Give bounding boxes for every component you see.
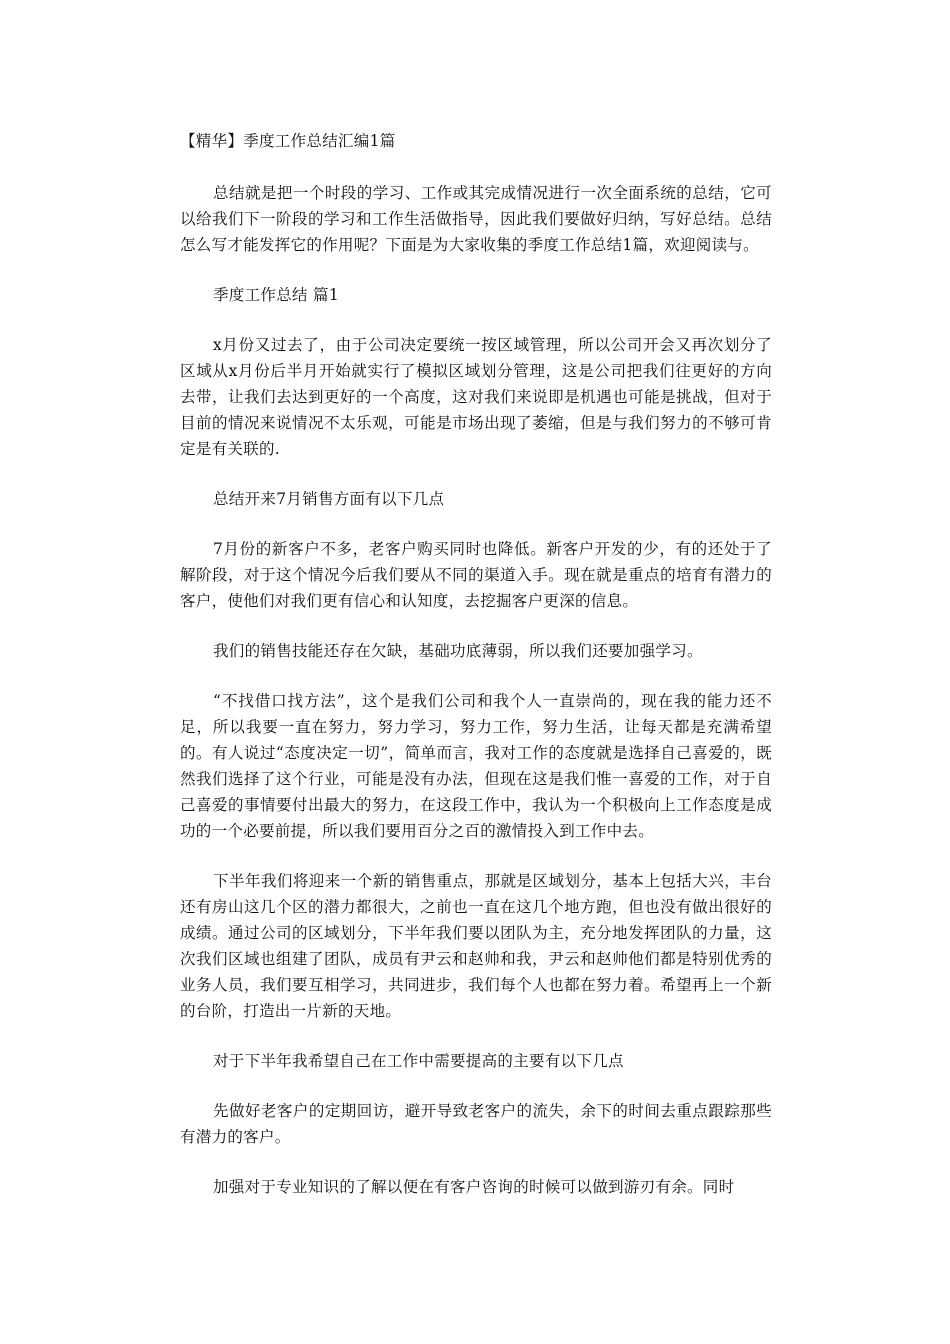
paragraph-5: 下半年我们将迎来一个新的销售重点，那就是区域划分，基本上包括大兴，丰台还有房山这几个区的潜力都很大，之前也一直在这几个地方跑，但也没有做出很好的成绩。通过公司的区域划分，下半年我们要以团队为主，充分地发挥团队的力量，这次我们区域也组建了团队，成员有尹云和赵帅和我，尹云和赵帅他们都是特别优秀的业务人员，我们要互相学习，共同进步，我们每个人也都在努力着。希望再上一个新的台阶，打造出一片新的天地。: [180, 872, 772, 1020]
paragraph-4: “不找借口找方法”，这个是我们公司和我个人一直崇尚的，现在我的能力还不足，所以我要一直在努力，努力学习，努力工作，努力生活，让每天都是充满希望的。有人说过“态度决定一切”，简单而言，我对工作的态度就是选择自己喜爱的，既然我们选择了这个行业，可能是没有办法，但现在这是我们惟一喜爱的工作，对于自己喜爱的事情要付出最大的努力，在这段工作中，我认为一个积极向上工作态度是成功的一个必要前提，所以我们要用百分之百的激情投入到工作中去。: [180, 692, 772, 840]
sub-heading-improvements: 对于下半年我希望自己在工作中需要提高的主要有以下几点: [213, 1052, 624, 1070]
intro-paragraph: 总结就是把一个时段的学习、工作或其完成情况进行一次全面系统的总结，它可以给我们下一阶段的学习和工作生活做指导，因此我们要做好归纳，写好总结。总结怎么写才能发挥它的作用呢？下面是为大家收集的季度工作总结1篇，欢迎阅读与。: [180, 184, 772, 254]
paragraph-6: 先做好老客户的定期回访，避开导致老客户的流失，余下的时间去重点跟踪那些有潜力的客户。: [180, 1102, 772, 1146]
paragraph-1: x月份又过去了，由于公司决定要统一按区域管理，所以公司开会又再次划分了区域从x月份后半月开始就实行了模拟区域划分管理，这是公司把我们往更好的方向去带，让我们去达到更好的一个高度，这对我们来说即是机遇也可能是挑战，但对于目前的情况来说情况不太乐观，可能是市场出现了萎缩，但是与我们努力的不够可肯定是有关联的.: [180, 336, 772, 458]
sub-heading-sales: 总结开来7月销售方面有以下几点: [213, 490, 445, 508]
section-heading: 季度工作总结 篇1: [213, 286, 339, 304]
document-page: [180, 128, 772, 1224]
document-title: 【精华】季度工作总结汇编1篇: [180, 132, 396, 150]
paragraph-3: 我们的销售技能还存在欠缺，基础功底薄弱，所以我们还要加强学习。: [213, 642, 703, 660]
paragraph-7: 加强对于专业知识的了解以便在有客户咨询的时候可以做到游刃有余。同时: [213, 1178, 735, 1196]
paragraph-2: 7月份的新客户不多，老客户购买同时也降低。新客户开发的少，有的还处于了解阶段，对于这个情况今后我们要从不同的渠道入手。现在就是重点的培育有潜力的客户，使他们对我们更有信心和认知度，去挖掘客户更深的信息。: [180, 540, 772, 610]
